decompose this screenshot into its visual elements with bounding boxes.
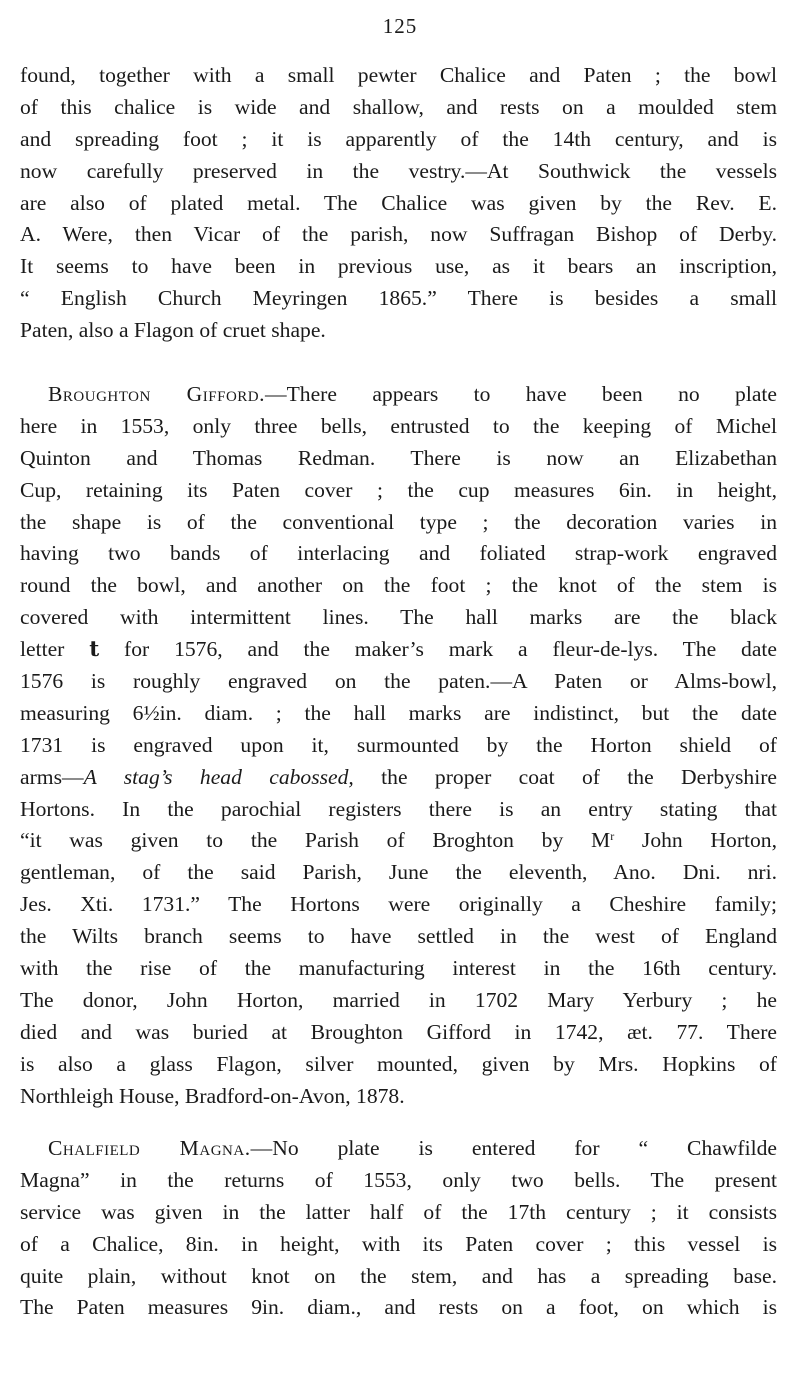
text-line: Northleigh House, Bradford-on-Avon, 1878. — [20, 1083, 405, 1108]
text-fragment: arms— — [20, 764, 84, 789]
italic-blazon: A stag’s head cabossed, — [83, 764, 354, 789]
text-fragment: for 1576, and the maker’s mark a fleur-de-lys. The date — [99, 637, 777, 662]
paragraph-chalfield-magna — [20, 1133, 777, 1324]
text-fragment: “it was given to the Parish of Broghton by M — [20, 828, 611, 853]
text-line: died and was buried at Broughton Gifford in 1742, æt. 77. There — [20, 1019, 777, 1044]
text-line: 1576 is roughly engraved on the paten.—A Paten or Alms-bowl, — [20, 669, 777, 694]
paragraph-southwick — [20, 60, 777, 347]
text-line: The donor, John Horton, married in 1702 Mary Yerbury ; he — [20, 987, 777, 1012]
text-line: Jes. Xti. 1731.” The Hortons were originally a Cheshire family; — [20, 892, 777, 917]
text-line: of this chalice is wide and shallow, and rests on a moulded stem — [20, 94, 777, 119]
text-line — [20, 634, 777, 666]
text-line: having two bands of interlacing and foliated strap-work engraved — [20, 541, 777, 566]
text-line: covered with intermittent lines. The hall marks are the black — [20, 605, 777, 630]
superscript-r: r — [610, 829, 615, 844]
text-line: A. Were, then Vicar of the parish, now Suffragan Bishop of Derby. — [20, 222, 777, 247]
text-line: 1731 is engraved upon it, surmounted by the Horton shield of — [20, 732, 777, 757]
text-line: round the bowl, and another on the foot ; the knot of the stem is — [20, 573, 777, 598]
text-line: are also of plated metal. The Chalice was given by the Rev. E. — [20, 190, 777, 215]
text-line — [20, 379, 777, 411]
text-line: now carefully preserved in the vestry.—At Southwick the vessels — [20, 158, 777, 183]
text-line: measuring 6½in. diam. ; the hall marks are indistinct, but the date — [20, 700, 777, 725]
text-line: the Wilts branch seems to have settled in the west of England — [20, 924, 777, 949]
text-fragment: —There appears to have been no plate — [265, 382, 777, 406]
text-line: and spreading foot ; it is apparently of the 14th century, and is — [20, 126, 777, 151]
text-line: Hortons. In the parochial registers there is an entry stating that — [20, 796, 777, 821]
text-line: found, together with a small pewter Chalice and Paten ; the bowl — [20, 63, 777, 87]
text-line — [20, 1133, 777, 1165]
black-letter-t: t — [89, 637, 100, 663]
text-line: Quinton and Thomas Redman. There is now an Elizabethan — [20, 445, 777, 470]
section-heading: Chalfield Magna. — [48, 1136, 251, 1160]
section-heading: Broughton Gifford. — [48, 382, 266, 406]
text-line: quite plain, without knot on the stem, and has a spreading base. — [20, 1263, 777, 1288]
text-line: Magna” in the returns of 1553, only two bells. The present — [20, 1167, 777, 1192]
text-line: gentleman, of the said Parish, June the eleventh, Ano. Dni. nri. — [20, 860, 777, 885]
text-line: It seems to have been in previous use, as it bears an inscription, — [20, 254, 777, 279]
text-line: Cup, retaining its Paten cover ; the cup measures 6in. in height, — [20, 477, 777, 502]
text-line: with the rise of the manufacturing interest in the 16th century. — [20, 956, 777, 981]
text-line: Paten, also a Flagon of cruet shape. — [20, 318, 326, 343]
text-fragment: letter — [20, 637, 90, 662]
text-line: here in 1553, only three bells, entrusted to the keeping of Michel — [20, 413, 777, 438]
text-line: “ English Church Meyringen 1865.” There is besides a small — [20, 286, 777, 311]
text-line: the shape is of the conventional type ; the decoration varies in — [20, 509, 777, 534]
text-fragment: John Horton, — [614, 828, 778, 853]
page-number: 125 — [382, 14, 418, 38]
text-line — [20, 762, 777, 794]
paragraph-broughton-gifford — [20, 379, 777, 1112]
text-line: The Paten measures 9in. diam., and rests on a foot, on which is — [20, 1295, 777, 1320]
text-line: of a Chalice, 8in. in height, with its Paten cover ; this vessel is — [20, 1231, 777, 1256]
text-fragment: —No plate is entered for “ Chawfilde — [250, 1136, 777, 1160]
text-line — [20, 825, 777, 857]
text-fragment: the proper coat of the Derbyshire — [353, 764, 777, 789]
text-line: service was given in the latter half of the 17th century ; it consists — [20, 1199, 777, 1224]
text-line: is also a glass Flagon, silver mounted, given by Mrs. Hopkins of — [20, 1051, 777, 1076]
